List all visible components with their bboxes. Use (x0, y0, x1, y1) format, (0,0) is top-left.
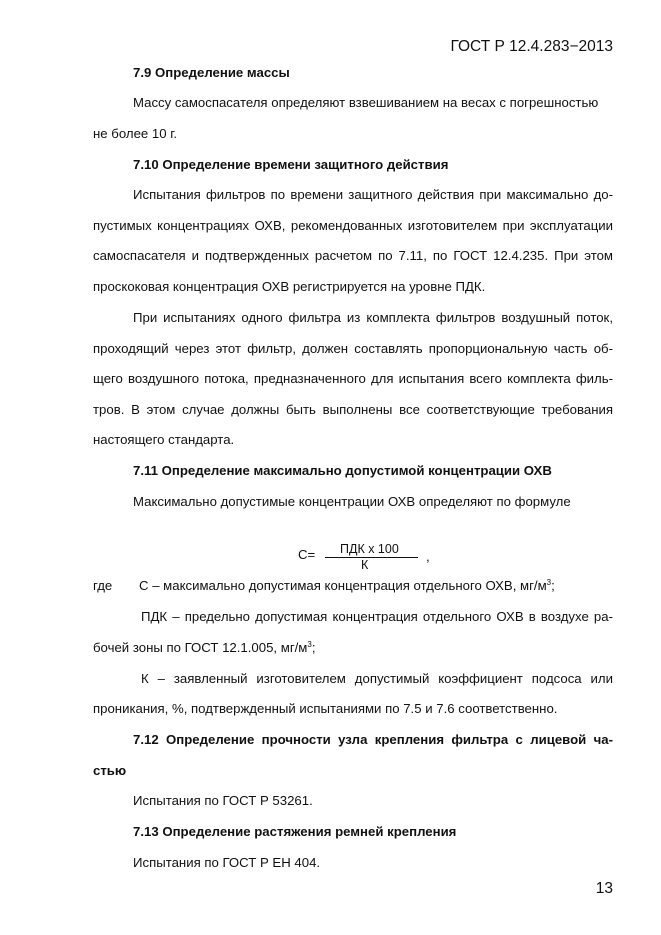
section-7-12-heading-line-2: стью (93, 763, 127, 778)
definition-pdk-line-2 (93, 640, 316, 655)
s710-p1-line-4: проскоковая концентрация ОХВ регистрируется на уровне ПДК. (93, 279, 486, 294)
section-7-11-heading: 7.11 Определение максимально допустимой концентрации ОХВ (133, 463, 552, 478)
s712-text: Испытания по ГОСТ Р 53261. (133, 793, 313, 808)
s710-p2-line-4: тров. В этом случае должны быть выполнены все соответствующие требования (93, 402, 613, 417)
definition-c-text: С – максимально допустимая концентрация отдельного ОХВ, мг/м (139, 578, 547, 593)
s710-p2-line-2: проходящий через этот фильтр, должен составлять пропорциональную часть об- (93, 341, 613, 356)
formula-numerator: ПДК x 100 (340, 542, 399, 556)
formula-denominator: К (361, 558, 369, 572)
section-7-12-heading-line-1: 7.12 Определение прочности узла крепления фильтра с лицевой ча- (133, 732, 613, 747)
formula-comma: , (426, 549, 430, 564)
section-7-9-heading: 7.9 Определение массы (133, 65, 290, 80)
s713-text: Испытания по ГОСТ Р ЕН 404. (133, 855, 321, 870)
s710-p1-line-1: Испытания фильтров по времени защитного действия при максимально до- (133, 187, 613, 202)
definition-c-end: ; (551, 578, 555, 593)
section-7-10-heading: 7.10 Определение времени защитного действия (133, 157, 449, 172)
document-id: ГОСТ Р 12.4.283−2013 (450, 38, 613, 55)
s711-intro: Максимально допустимые концентрации ОХВ определяют по формуле (133, 494, 571, 509)
s710-p2-line-1: При испытаниях одного фильтра из комплекта фильтров воздушный поток, (133, 310, 613, 325)
page-number: 13 (595, 880, 613, 897)
s710-p2-line-3: щего воздушного потока, предназначенного для испытания всего комплекта филь- (93, 371, 613, 386)
definition-pdk-text: бочей зоны по ГОСТ 12.1.005, мг/м (93, 640, 308, 655)
formula-fraction-bar (325, 557, 418, 558)
definition-pdk-line-1: ПДК – предельно допустимая концентрация отдельного ОХВ в воздухе ра- (141, 609, 613, 624)
s79-text-line-2: не более 10 г. (93, 126, 178, 141)
definition-pdk-superscript: 3 (307, 640, 312, 649)
definition-c (139, 578, 555, 593)
definition-c-superscript: 3 (546, 578, 552, 587)
s710-p1-line-3: самоспасателя и подтвержденных расчетом по 7.11, по ГОСТ 12.4.235. При этом (93, 248, 613, 263)
section-7-13-heading: 7.13 Определение растяжения ремней крепления (133, 824, 457, 839)
definition-k-line-2: проникания, %, подтвержденный испытаниями по 7.5 и 7.6 соответственно. (93, 701, 558, 716)
where-word: где (93, 578, 113, 593)
formula-lhs: С= (298, 547, 316, 562)
s710-p1-line-2: пустимых концентрациях ОХВ, рекомендованных изготовителем при эксплуатации (93, 218, 613, 233)
definition-k-line-1: К – заявленный изготовителем допустимый коэффициент подсоса или (141, 671, 613, 686)
definition-pdk-end: ; (311, 640, 316, 655)
s79-text-line-1: Массу самоспасателя определяют взвешиванием на весах с погрешностью (133, 95, 599, 110)
s710-p2-line-5: настоящего стандарта. (93, 432, 235, 447)
